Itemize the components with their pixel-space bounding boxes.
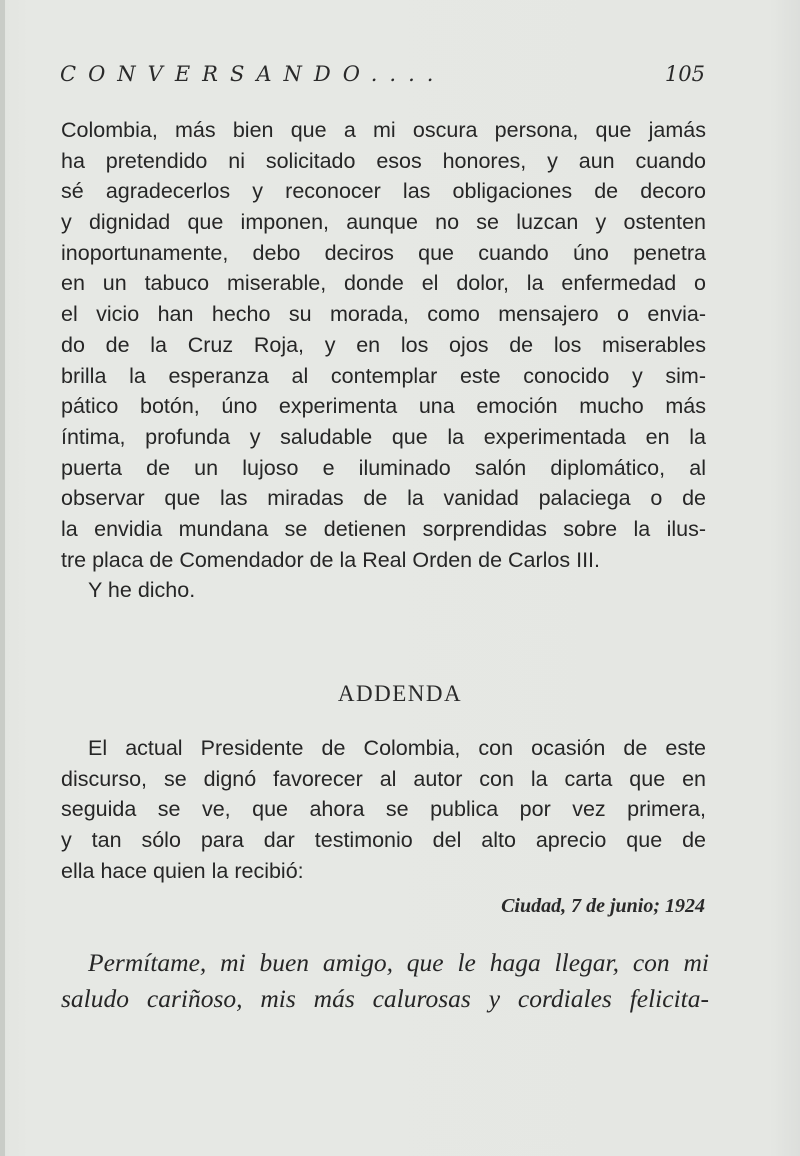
text-line: do de la Cruz Roja, y en los ojos de los miserables: [61, 332, 706, 357]
text-line: El actual Presidente de Colombia, con ocasión de este: [88, 736, 706, 760]
text-line: íntima, profunda y saludable que la experimentada en la: [61, 424, 706, 449]
page-edge: [0, 0, 5, 1156]
running-title: CONVERSANDO....: [60, 62, 446, 86]
text-line: discurso, se dignó favorecer al autor con la carta que en: [61, 766, 706, 791]
page-number: 105: [664, 62, 705, 86]
addenda-paragraph: [61, 733, 706, 886]
letter-paragraph: [61, 945, 709, 1017]
text-line: ha pretendido ni solicitado esos honores, y aun cuando: [61, 148, 706, 173]
text-line: el vicio han hecho su morada, como mensajero o envia-: [61, 302, 706, 327]
text-line: sé agradecerlos y reconocer las obligaciones de decoro: [61, 179, 706, 204]
text-line: Permítame, mi buen amigo, que le haga llegar, con mi: [88, 948, 709, 977]
text-line: tre placa de Comendador de la Real Orden de Carlos III.: [61, 547, 600, 572]
text-line: saludo cariñoso, mis más calurosas y cordiales felicita-: [61, 984, 709, 1013]
text-line: seguida se ve, que ahora se publica por vez primera,: [61, 797, 706, 822]
text-line: puerta de un lujoso e iluminado salón diplomático, al: [61, 455, 706, 480]
addenda-heading: ADDENDA: [337, 681, 463, 706]
page-header: [60, 62, 705, 92]
text-line: y dignidad que imponen, aunque no se luzcan y ostenten: [61, 210, 706, 235]
text-line: ella hace quien la recibió:: [61, 858, 304, 883]
speech-closing-paragraph: [61, 115, 706, 606]
text-line: pático botón, úno experimenta una emoción mucho más: [61, 394, 706, 419]
text-line: Colombia, más bien que a mi oscura persona, que jamás: [61, 118, 706, 142]
text-line: brilla la esperanza al contemplar este conocido y sim-: [61, 363, 706, 388]
text-line: y tan sólo para dar testimonio del alto aprecio que de: [61, 828, 706, 853]
closing-line: Y he dicho.: [88, 578, 196, 603]
text-line: inoportunamente, debo deciros que cuando úno penetra: [61, 240, 706, 265]
letter-dateline: Ciudad, 7 de junio; 1924: [501, 895, 705, 917]
text-line: en un tabuco miserable, donde el dolor, la enfermedad o: [61, 271, 706, 296]
text-line: la envidia mundana se detienen sorprendidas sobre la ilus-: [61, 516, 706, 541]
text-line: observar que las miradas de la vanidad palaciega o de: [61, 486, 706, 511]
